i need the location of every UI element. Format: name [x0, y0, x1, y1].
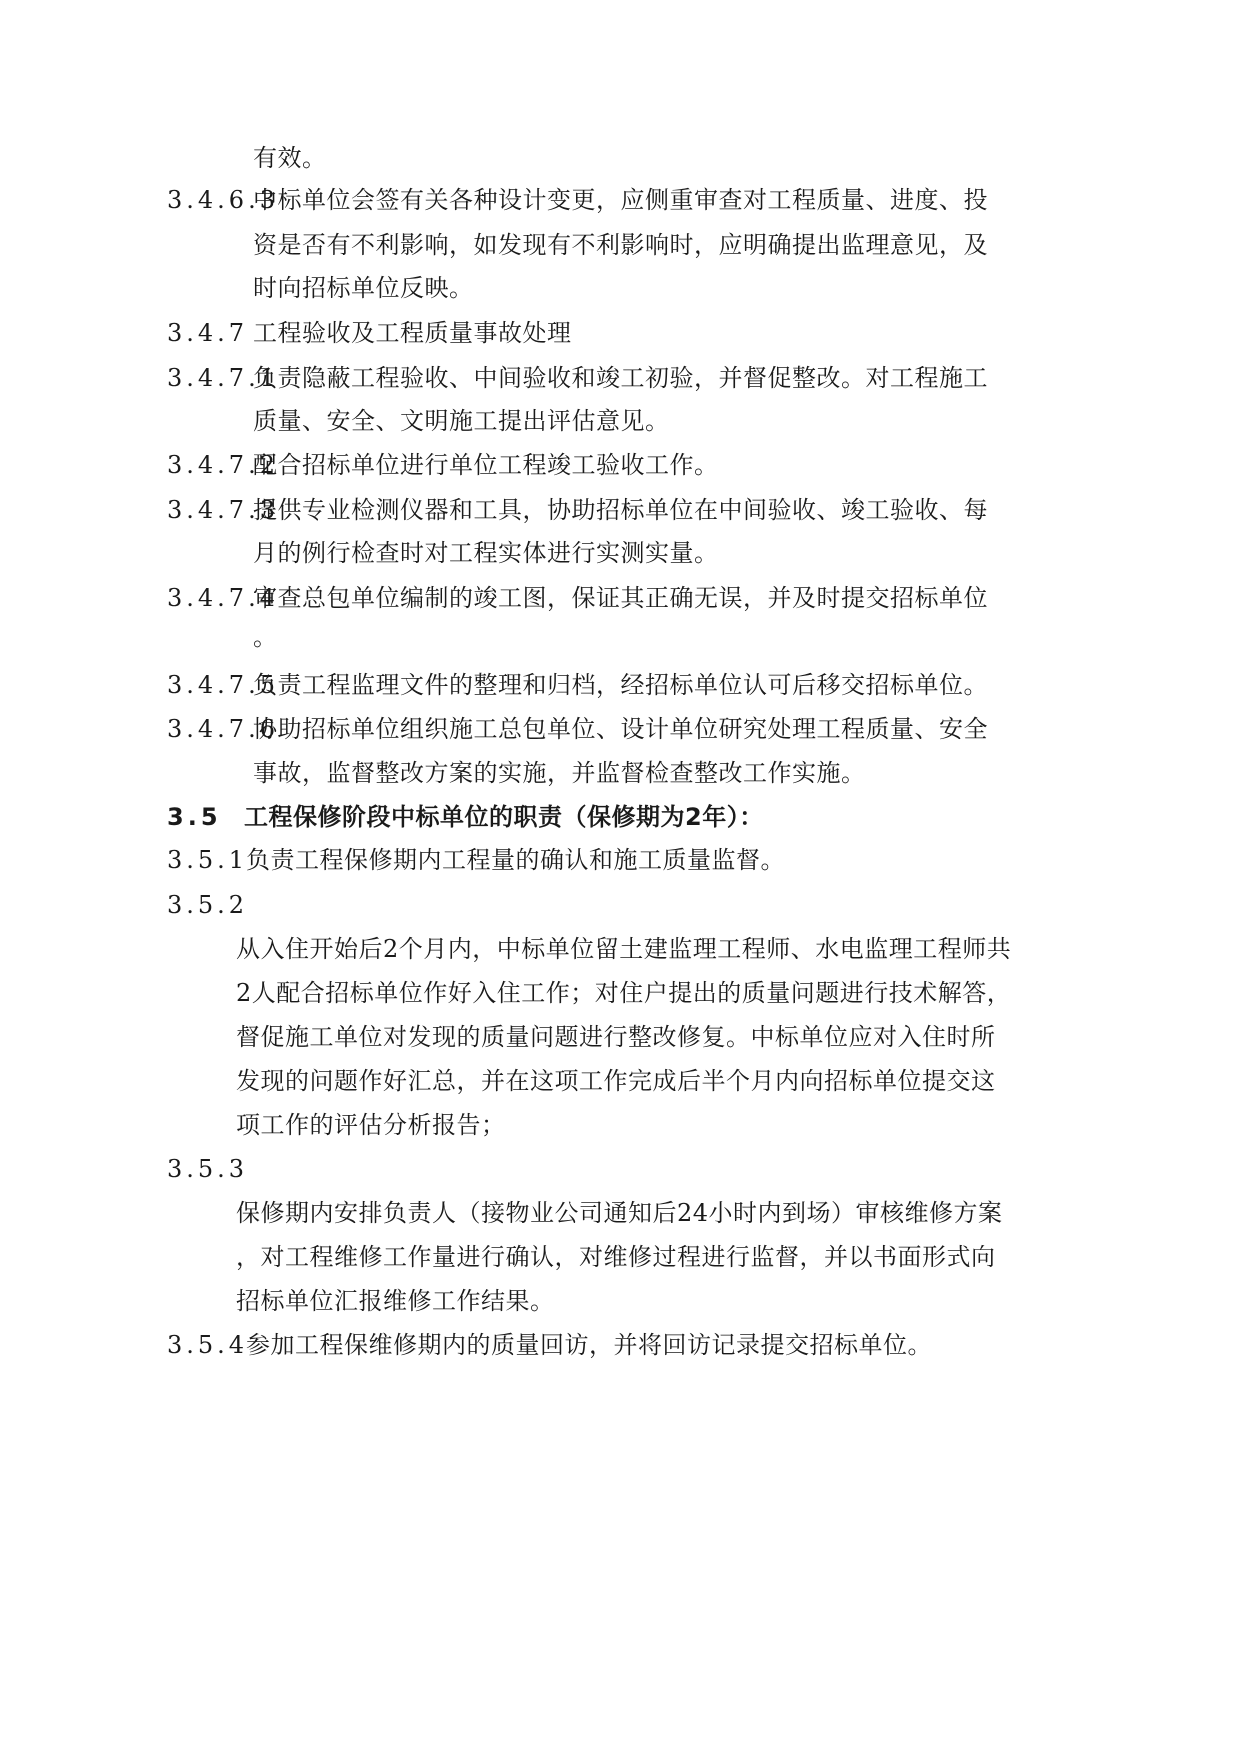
clause-text-3-5-3-line-3: 招标单位汇报维修工作结果。	[236, 1287, 555, 1315]
clause-text-3-5-2-line-3: 督促施工单位对发现的质量问题进行整改修复。中标单位应对入住时所	[236, 1023, 996, 1051]
clause-number-3-5-4: 3.5.4	[167, 1331, 249, 1359]
clause-text-3-4-6-3-line-1: 中标单位会签有关各种设计变更，应侧重审查对工程质量、进度、投	[253, 186, 988, 214]
clause-text-3-4-6-3-line-2: 资是否有不利影响，如发现有不利影响时，应明确提出监理意见，及	[253, 231, 988, 259]
clause-text-3-5-2-line-5: 项工作的评估分析报告；	[236, 1111, 506, 1139]
clause-number-3-4-6-3: 3.4.6.3	[167, 186, 279, 214]
clause-text-3-5-4: 参加工程保维修期内的质量回访，并将回访记录提交招标单位。	[246, 1331, 932, 1359]
clause-number-3-4-7-6: 3.4.7.6	[167, 715, 279, 743]
clause-text-3-5-2-line-4: 发现的问题作好汇总，并在这项工作完成后半个月内向招标单位提交这	[236, 1067, 996, 1095]
clause-text-3-4-7-6-line-1: 协助招标单位组织施工总包单位、设计单位研究处理工程质量、安全	[253, 715, 988, 743]
clause-text-3-5-3-line-1: 保修期内安排负责人（接物业公司通知后24小时内到场）审核维修方案	[236, 1199, 1003, 1227]
section-number-3-5: 3.5	[167, 803, 222, 831]
clause-text-3-4-7-3-line-1: 提供专业检测仪器和工具，协助招标单位在中间验收、竣工验收、每	[253, 496, 988, 524]
clause-text-3-4-7-4-line-1: 审查总包单位编制的竣工图，保证其正确无误，并及时提交招标单位	[253, 584, 988, 612]
clause-text-3-4-7-1-line-2: 质量、安全、文明施工提出评估意见。	[253, 407, 670, 435]
clause-text-3-4-7-1-line-1: 负责隐蔽工程验收、中间验收和竣工初验，并督促整改。对工程施工	[253, 364, 988, 392]
section-heading-3-5: 工程保修阶段中标单位的职责（保修期为2年）：	[244, 803, 764, 831]
clause-text-3-5-3-line-2: ，对工程维修工作量进行确认，对维修过程进行监督，并以书面形式向	[236, 1243, 996, 1271]
clause-text-3-4-7-3-line-2: 月的例行检查时对工程实体进行实测实量。	[253, 539, 719, 567]
clause-number-3-4-7-3: 3.4.7.3	[167, 496, 279, 524]
clause-text-3-4-7: 工程验收及工程质量事故处理	[253, 319, 572, 347]
clause-text-3-4-7-6-line-2: 事故，监督整改方案的实施，并监督检查整改工作实施。	[253, 759, 866, 787]
clause-number-3-5-1: 3.5.1	[167, 846, 249, 874]
clause-number-3-4-7-1: 3.4.7.1	[167, 364, 279, 392]
clause-text-3-5-2-line-2: 2人配合招标单位作好入住工作；对住户提出的质量问题进行技术解答，	[236, 979, 1012, 1007]
clause-number-3-5-2: 3.5.2	[167, 891, 249, 919]
clause-number-3-4-7-5: 3.4.7.5	[167, 671, 279, 699]
clause-text-3-4-6-3-line-3: 时向招标单位反映。	[253, 274, 474, 302]
clause-text-3-5-1: 负责工程保修期内工程量的确认和施工质量监督。	[246, 846, 785, 874]
clause-number-3-4-7-2: 3.4.7.2	[167, 451, 279, 479]
clause-number-3-5-3: 3.5.3	[167, 1155, 249, 1183]
clause-text-3-4-7-4-line-2: 。	[253, 623, 278, 651]
clause-number-3-4-7-4: 3.4.7.4	[167, 584, 279, 612]
clause-text-3-4-7-5: 负责工程监理文件的整理和归档，经招标单位认可后移交招标单位。	[253, 671, 988, 699]
continuation-line: 有效。	[253, 144, 327, 172]
clause-number-3-4-7: 3.4.7	[167, 319, 249, 347]
clause-text-3-5-2-line-1: 从入住开始后2个月内，中标单位留土建监理工程师、水电监理工程师共	[236, 935, 1012, 963]
clause-text-3-4-7-2: 配合招标单位进行单位工程竣工验收工作。	[253, 451, 719, 479]
